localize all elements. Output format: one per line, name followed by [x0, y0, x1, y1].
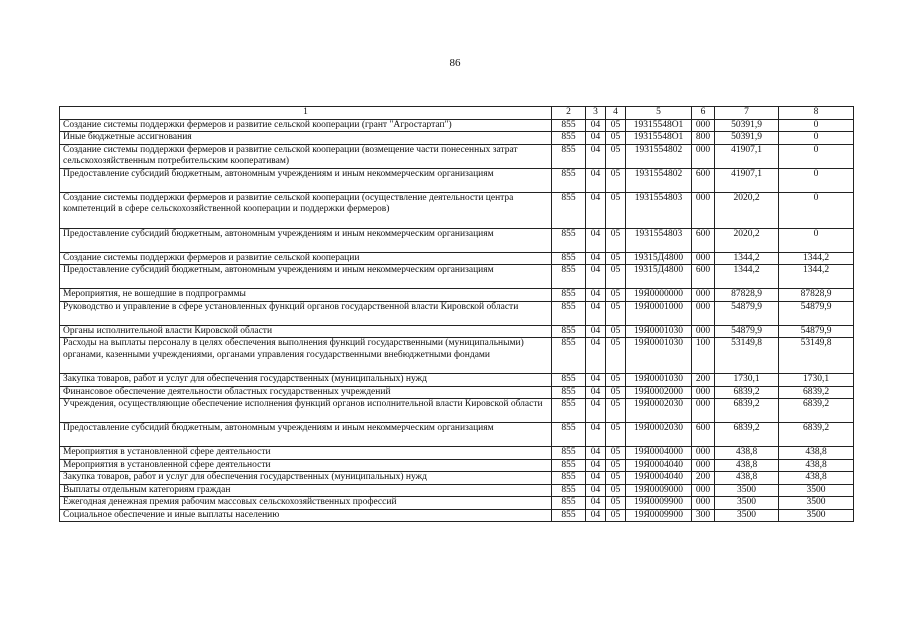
table-row: [60, 374, 854, 387]
target-article-cell: 19315Д4800: [626, 252, 692, 265]
amount-2021-cell: 2020,2: [715, 228, 779, 252]
subsection-cell: 05: [606, 168, 626, 192]
expense-type-cell: 000: [692, 399, 715, 423]
target-article-cell: 19Я0001030: [626, 325, 692, 338]
table-row: [60, 399, 854, 423]
item-name-cell: Выплаты отдельным категориям граждан: [60, 484, 552, 497]
header-cell: 4: [606, 107, 626, 120]
amount-2021-cell: 41907,1: [715, 144, 779, 168]
table-row: [60, 228, 854, 252]
expense-type-cell: 000: [692, 386, 715, 399]
subsection-cell: 05: [606, 228, 626, 252]
section-cell: 04: [586, 484, 606, 497]
table-row: [60, 509, 854, 522]
subsection-cell: 05: [606, 132, 626, 145]
expense-type-cell: 000: [692, 447, 715, 460]
target-article-cell: 1931554803: [626, 192, 692, 228]
section-cell: 04: [586, 459, 606, 472]
table-row: [60, 252, 854, 265]
section-cell: 04: [586, 144, 606, 168]
target-article-cell: 19Я0001030: [626, 338, 692, 374]
item-name-cell: Предоставление субсидий бюджетным, автономным учреждениям и иным некоммерческим организациям: [60, 265, 552, 289]
target-article-cell: 19Я0004040: [626, 459, 692, 472]
header-cell: 3: [586, 107, 606, 120]
item-name-cell: Мероприятия в установленной сфере деятельности: [60, 447, 552, 460]
subsection-cell: 05: [606, 497, 626, 510]
ministry-code-cell: 855: [552, 484, 586, 497]
expense-type-cell: 000: [692, 144, 715, 168]
expense-type-cell: 000: [692, 484, 715, 497]
ministry-code-cell: 855: [552, 447, 586, 460]
amount-2022-cell: 6839,2: [779, 399, 854, 423]
subsection-cell: 05: [606, 509, 626, 522]
amount-2021-cell: 87828,9: [715, 289, 779, 302]
ministry-code-cell: 855: [552, 399, 586, 423]
target-article-cell: 19Я0002000: [626, 386, 692, 399]
expense-type-cell: 600: [692, 228, 715, 252]
amount-2021-cell: 6839,2: [715, 423, 779, 447]
amount-2021-cell: 41907,1: [715, 168, 779, 192]
amount-2021-cell: 1344,2: [715, 252, 779, 265]
subsection-cell: 05: [606, 265, 626, 289]
table-row: [60, 144, 854, 168]
amount-2022-cell: 3500: [779, 497, 854, 510]
table-row: [60, 472, 854, 485]
ministry-code-cell: 855: [552, 144, 586, 168]
amount-2021-cell: 53149,8: [715, 338, 779, 374]
target-article-cell: 19Я0000000: [626, 289, 692, 302]
table-row: [60, 119, 854, 132]
section-cell: 04: [586, 265, 606, 289]
item-name-cell: Мероприятия, не вошедшие в подпрограммы: [60, 289, 552, 302]
amount-2022-cell: 54879,9: [779, 325, 854, 338]
item-name-cell: Расходы на выплаты персоналу в целях обеспечения выполнения функций государственными (муниципальными) органами, казенными учреждениями, органами управления государственными внебюджетными фондами: [60, 338, 552, 374]
item-name-cell: Предоставление субсидий бюджетным, автономным учреждениям и иным некоммерческим организациям: [60, 228, 552, 252]
expense-type-cell: 800: [692, 132, 715, 145]
section-cell: 04: [586, 497, 606, 510]
section-cell: 04: [586, 447, 606, 460]
expense-type-cell: 200: [692, 374, 715, 387]
target-article-cell: 19Я0009900: [626, 509, 692, 522]
section-cell: 04: [586, 338, 606, 374]
section-cell: 04: [586, 325, 606, 338]
header-cell: 6: [692, 107, 715, 120]
ministry-code-cell: 855: [552, 338, 586, 374]
table-row: [60, 325, 854, 338]
table-row: [60, 497, 854, 510]
table-row: [60, 265, 854, 289]
target-article-cell: 1931554802: [626, 144, 692, 168]
header-cell: 5: [626, 107, 692, 120]
expense-type-cell: 000: [692, 325, 715, 338]
expense-type-cell: 000: [692, 119, 715, 132]
subsection-cell: 05: [606, 374, 626, 387]
page-number: 86: [449, 57, 461, 69]
header-cell: 8: [779, 107, 854, 120]
table-row: [60, 447, 854, 460]
section-cell: 04: [586, 289, 606, 302]
expense-type-cell: 000: [692, 301, 715, 325]
table-row: [60, 192, 854, 228]
ministry-code-cell: 855: [552, 168, 586, 192]
header-cell: 1: [60, 107, 552, 120]
section-cell: 04: [586, 374, 606, 387]
section-cell: 04: [586, 119, 606, 132]
item-name-cell: Создание системы поддержки фермеров и развитие сельской кооперации (возмещение части понесенных затрат сельскохозяйственным потребительским кооперативам): [60, 144, 552, 168]
amount-2021-cell: 3500: [715, 484, 779, 497]
expense-type-cell: 000: [692, 252, 715, 265]
header-row: [60, 107, 854, 120]
item-name-cell: Финансовое обеспечение деятельности областных государственных учреждений: [60, 386, 552, 399]
expense-type-cell: 200: [692, 472, 715, 485]
item-name-cell: Ежегодная денежная премия рабочим массовых сельскохозяйственных профессий: [60, 497, 552, 510]
amount-2022-cell: 0: [779, 192, 854, 228]
amount-2022-cell: 438,8: [779, 447, 854, 460]
section-cell: 04: [586, 423, 606, 447]
ministry-code-cell: 855: [552, 301, 586, 325]
section-cell: 04: [586, 509, 606, 522]
expense-type-cell: 300: [692, 509, 715, 522]
subsection-cell: 05: [606, 423, 626, 447]
expense-type-cell: 600: [692, 265, 715, 289]
header-cell: 7: [715, 107, 779, 120]
ministry-code-cell: 855: [552, 265, 586, 289]
subsection-cell: 05: [606, 301, 626, 325]
subsection-cell: 05: [606, 325, 626, 338]
target-article-cell: 19Я0004000: [626, 447, 692, 460]
item-name-cell: Предоставление субсидий бюджетным, автономным учреждениям и иным некоммерческим организациям: [60, 168, 552, 192]
ministry-code-cell: 855: [552, 119, 586, 132]
ministry-code-cell: 855: [552, 325, 586, 338]
subsection-cell: 05: [606, 119, 626, 132]
subsection-cell: 05: [606, 399, 626, 423]
amount-2022-cell: 438,8: [779, 472, 854, 485]
target-article-cell: 19315548О1: [626, 132, 692, 145]
expense-type-cell: 000: [692, 459, 715, 472]
ministry-code-cell: 855: [552, 423, 586, 447]
table-row: [60, 168, 854, 192]
item-name-cell: Социальное обеспечение и иные выплаты населению: [60, 509, 552, 522]
subsection-cell: 05: [606, 447, 626, 460]
target-article-cell: 19Я0002030: [626, 423, 692, 447]
table-row: [60, 386, 854, 399]
target-article-cell: 19Я0009000: [626, 484, 692, 497]
target-article-cell: 19315Д4800: [626, 265, 692, 289]
section-cell: 04: [586, 301, 606, 325]
section-cell: 04: [586, 132, 606, 145]
amount-2022-cell: 3500: [779, 509, 854, 522]
item-name-cell: Создание системы поддержки фермеров и развитие сельской кооперации: [60, 252, 552, 265]
target-article-cell: 19Я0009900: [626, 497, 692, 510]
ministry-code-cell: 855: [552, 252, 586, 265]
expense-type-cell: 000: [692, 289, 715, 302]
amount-2022-cell: 1344,2: [779, 252, 854, 265]
expense-type-cell: 600: [692, 423, 715, 447]
amount-2021-cell: 54879,9: [715, 325, 779, 338]
subsection-cell: 05: [606, 472, 626, 485]
header-cell: 2: [552, 107, 586, 120]
amount-2022-cell: 1730,1: [779, 374, 854, 387]
subsection-cell: 05: [606, 386, 626, 399]
subsection-cell: 05: [606, 484, 626, 497]
section-cell: 04: [586, 386, 606, 399]
target-article-cell: 19Я0002030: [626, 399, 692, 423]
ministry-code-cell: 855: [552, 374, 586, 387]
target-article-cell: 1931554802: [626, 168, 692, 192]
amount-2021-cell: 2020,2: [715, 192, 779, 228]
amount-2021-cell: 438,8: [715, 459, 779, 472]
amount-2021-cell: 1730,1: [715, 374, 779, 387]
item-name-cell: Органы исполнительной власти Кировской области: [60, 325, 552, 338]
amount-2022-cell: 0: [779, 168, 854, 192]
ministry-code-cell: 855: [552, 289, 586, 302]
item-name-cell: Предоставление субсидий бюджетным, автономным учреждениям и иным некоммерческим организациям: [60, 423, 552, 447]
amount-2022-cell: 3500: [779, 484, 854, 497]
amount-2021-cell: 50391,9: [715, 132, 779, 145]
item-name-cell: Мероприятия в установленной сфере деятельности: [60, 459, 552, 472]
table-row: [60, 423, 854, 447]
table-row: [60, 289, 854, 302]
target-article-cell: 19Я0004040: [626, 472, 692, 485]
ministry-code-cell: 855: [552, 472, 586, 485]
item-name-cell: Руководство и управление в сфере установленных функций органов государственной власти Кировской области: [60, 301, 552, 325]
expense-type-cell: 600: [692, 168, 715, 192]
section-cell: 04: [586, 399, 606, 423]
expense-type-cell: 100: [692, 338, 715, 374]
section-cell: 04: [586, 168, 606, 192]
subsection-cell: 05: [606, 192, 626, 228]
amount-2021-cell: 54879,9: [715, 301, 779, 325]
section-cell: 04: [586, 252, 606, 265]
ministry-code-cell: 855: [552, 386, 586, 399]
amount-2022-cell: 87828,9: [779, 289, 854, 302]
subsection-cell: 05: [606, 289, 626, 302]
amount-2022-cell: 6839,2: [779, 423, 854, 447]
expense-type-cell: 000: [692, 192, 715, 228]
ministry-code-cell: 855: [552, 228, 586, 252]
table-row: [60, 484, 854, 497]
item-name-cell: Создание системы поддержки фермеров и развитие сельской кооперации (осуществление деятельности центра компетенций в сфере сельскохозяйственной кооперации и поддержки фермеров): [60, 192, 552, 228]
budget-table: [59, 106, 854, 522]
amount-2021-cell: 50391,9: [715, 119, 779, 132]
item-name-cell: Закупка товаров, работ и услуг для обеспечения государственных (муниципальных) нужд: [60, 374, 552, 387]
target-article-cell: 1931554803: [626, 228, 692, 252]
amount-2022-cell: 438,8: [779, 459, 854, 472]
amount-2021-cell: 3500: [715, 509, 779, 522]
section-cell: 04: [586, 192, 606, 228]
amount-2021-cell: 3500: [715, 497, 779, 510]
target-article-cell: 19Я0001030: [626, 374, 692, 387]
amount-2022-cell: 53149,8: [779, 338, 854, 374]
item-name-cell: Учреждения, осуществляющие обеспечение исполнения функций органов исполнительной власти Кировской области: [60, 399, 552, 423]
target-article-cell: 19315548О1: [626, 119, 692, 132]
target-article-cell: 19Я0001000: [626, 301, 692, 325]
amount-2022-cell: 6839,2: [779, 386, 854, 399]
amount-2022-cell: 1344,2: [779, 265, 854, 289]
amount-2022-cell: 0: [779, 119, 854, 132]
amount-2022-cell: 0: [779, 228, 854, 252]
amount-2021-cell: 438,8: [715, 447, 779, 460]
table-row: [60, 338, 854, 374]
ministry-code-cell: 855: [552, 497, 586, 510]
table-row: [60, 301, 854, 325]
subsection-cell: 05: [606, 459, 626, 472]
ministry-code-cell: 855: [552, 459, 586, 472]
amount-2022-cell: 0: [779, 132, 854, 145]
amount-2021-cell: 6839,2: [715, 399, 779, 423]
item-name-cell: Закупка товаров, работ и услуг для обеспечения государственных (муниципальных) нужд: [60, 472, 552, 485]
ministry-code-cell: 855: [552, 132, 586, 145]
amount-2021-cell: 6839,2: [715, 386, 779, 399]
amount-2021-cell: 1344,2: [715, 265, 779, 289]
subsection-cell: 05: [606, 338, 626, 374]
table-row: [60, 132, 854, 145]
section-cell: 04: [586, 472, 606, 485]
table-row: [60, 459, 854, 472]
ministry-code-cell: 855: [552, 509, 586, 522]
amount-2022-cell: 0: [779, 144, 854, 168]
subsection-cell: 05: [606, 144, 626, 168]
amount-2021-cell: 438,8: [715, 472, 779, 485]
expense-type-cell: 000: [692, 497, 715, 510]
ministry-code-cell: 855: [552, 192, 586, 228]
subsection-cell: 05: [606, 252, 626, 265]
item-name-cell: Иные бюджетные ассигнования: [60, 132, 552, 145]
item-name-cell: Создание системы поддержки фермеров и развитие сельской кооперации (грант "Агростартап"): [60, 119, 552, 132]
table-body: [60, 107, 854, 522]
amount-2022-cell: 54879,9: [779, 301, 854, 325]
section-cell: 04: [586, 228, 606, 252]
